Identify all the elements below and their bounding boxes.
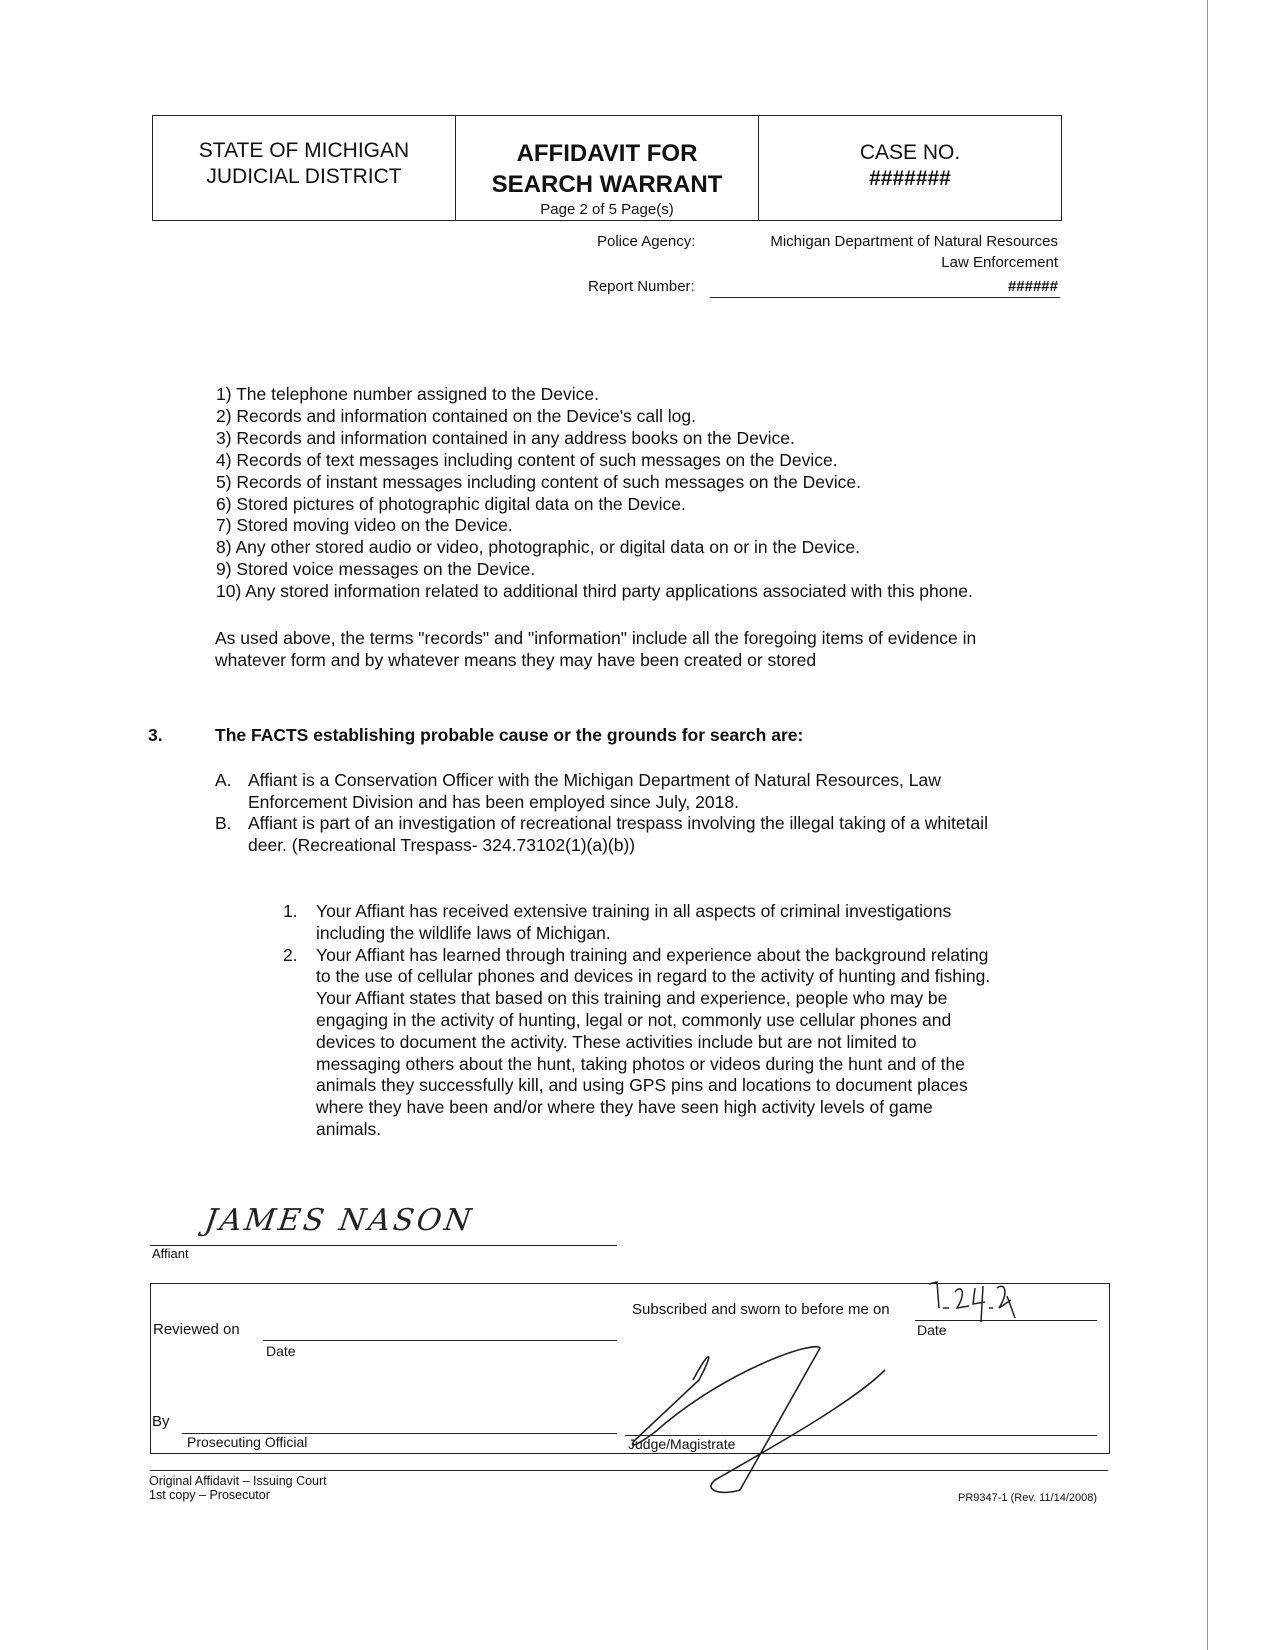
fact-letter: A. — [215, 770, 232, 790]
by-label: By — [152, 1413, 170, 1430]
title-line-1: AFFIDAVIT FOR — [516, 140, 698, 167]
district-label: JUDICIAL DISTRICT — [206, 165, 402, 188]
copy-original: Original Affidavit – Issuing Court — [149, 1474, 327, 1488]
handwritten-date — [925, 1278, 1035, 1333]
list-item: 9) Stored voice messages on the Device. — [216, 559, 536, 580]
agency-label: Police Agency: — [597, 233, 696, 250]
evidence-list — [216, 384, 973, 603]
item-line: Your Affiant has received extensive training in all aspects of criminal investigations — [316, 901, 952, 921]
item-line: where they have been and/or where they have seen high activity levels of game — [316, 1097, 933, 1118]
item-line: animals they successfully kill, and using GPS pins and locations to document places — [316, 1075, 968, 1096]
header-case — [759, 116, 1061, 220]
list-item: 4) Records of text messages including content of such messages on the Device. — [216, 449, 838, 470]
numbered-item — [283, 945, 990, 1141]
item-line: animals. — [316, 1118, 382, 1139]
list-item: 7) Stored moving video on the Device. — [216, 515, 513, 536]
note-line: whatever form and by whatever means they may have been created or stored — [215, 650, 817, 670]
report-number-label: Report Number: — [588, 278, 695, 295]
reviewed-date-line — [263, 1340, 617, 1341]
judge-signature — [615, 1340, 905, 1500]
page-indicator: Page 2 of 5 Page(s) — [540, 201, 674, 218]
item-line: messaging others about the hunt, taking photos or videos during the hunt and of the — [316, 1053, 965, 1074]
fact-item — [215, 770, 988, 813]
note-line: As used above, the terms "records" and "information" include all the foregoing items of evidence in — [215, 628, 977, 648]
agency-name: Michigan Department of Natural Resources — [770, 233, 1058, 250]
fact-item — [215, 813, 988, 856]
prosecuting-official-label: Prosecuting Official — [187, 1434, 308, 1450]
affiant-signature: JAMES NASON — [202, 1203, 477, 1238]
report-number: ###### — [1007, 278, 1058, 295]
fact-line: Affiant is a Conservation Officer with the Michigan Department of Natural Resources, Law — [248, 770, 941, 790]
item-line: Your Affiant states that based on this training and experience, people who may be — [316, 988, 948, 1009]
item-line: to the use of cellular phones and devices in regard to the activity of hunting and fishing. — [316, 966, 991, 987]
list-item: 8) Any other stored audio or video, photographic, or digital data on or in the Device. — [216, 537, 861, 558]
item-number: 2. — [283, 944, 298, 965]
section-heading: The FACTS establishing probable cause or the grounds for search are: — [215, 725, 804, 745]
numbered-item — [283, 901, 990, 945]
item-number: 1. — [283, 901, 298, 921]
affiant-signature-line — [150, 1245, 617, 1246]
item-line: including the wildlife laws of Michigan. — [316, 922, 611, 943]
header-title — [456, 116, 759, 220]
copy-prosecutor: 1st copy – Prosecutor — [149, 1488, 270, 1502]
list-item: 10) Any stored information related to additional third party applications associated with this phone. — [216, 581, 973, 602]
fact-line: deer. (Recreational Trespass- 324.73102(1)(a)(b)) — [248, 834, 636, 855]
records-note — [215, 627, 976, 671]
header-state — [153, 116, 456, 220]
item-line: engaging in the activity of hunting, legal or not, commonly use cellular phones and — [316, 1009, 952, 1030]
case-label: CASE NO. — [859, 141, 961, 164]
footer-rule — [150, 1470, 1108, 1471]
report-number-line — [710, 297, 1060, 298]
list-item: 1) The telephone number assigned to the Device. — [216, 384, 599, 404]
list-item: 6) Stored pictures of photographic digital data on the Device. — [216, 493, 686, 514]
case-number: ####### — [869, 167, 951, 190]
item-line: Your Affiant has learned through training and experience about the background relating — [316, 944, 989, 965]
fact-line: Affiant is part of an investigation of recreational trespass involving the illegal taking of a whitetail — [248, 813, 988, 833]
judge-magistrate-label: Judge/Magistrate — [628, 1436, 736, 1452]
page-edge — [1207, 0, 1208, 1650]
header-box — [152, 115, 1062, 221]
numbered-list — [283, 901, 990, 1141]
title-line-2: SEARCH WARRANT — [491, 171, 723, 198]
fact-line: Enforcement Division and has been employed since July, 2018. — [248, 791, 739, 812]
subscribed-label: Subscribed and sworn to before me on — [632, 1301, 890, 1318]
list-item: 2) Records and information contained on the Device's call log. — [216, 405, 696, 426]
affiant-label: Affiant — [152, 1246, 189, 1261]
list-item: 5) Records of instant messages including content of such messages on the Device. — [216, 471, 861, 492]
section-number: 3. — [148, 725, 163, 745]
item-line: devices to document the activity. These activities include but are not limited to — [316, 1031, 917, 1052]
sworn-date-label: Date — [917, 1322, 947, 1338]
list-item: 3) Records and information contained in any address books on the Device. — [216, 427, 795, 448]
agency-division: Law Enforcement — [941, 254, 1058, 271]
fact-letter: B. — [215, 813, 232, 833]
state-label: STATE OF MICHIGAN — [198, 139, 410, 162]
form-number: PR9347-1 (Rev. 11/14/2008) — [958, 1492, 1098, 1504]
reviewed-date-label: Date — [266, 1343, 296, 1359]
reviewed-on-label: Reviewed on — [153, 1321, 240, 1338]
facts-list — [215, 770, 988, 856]
